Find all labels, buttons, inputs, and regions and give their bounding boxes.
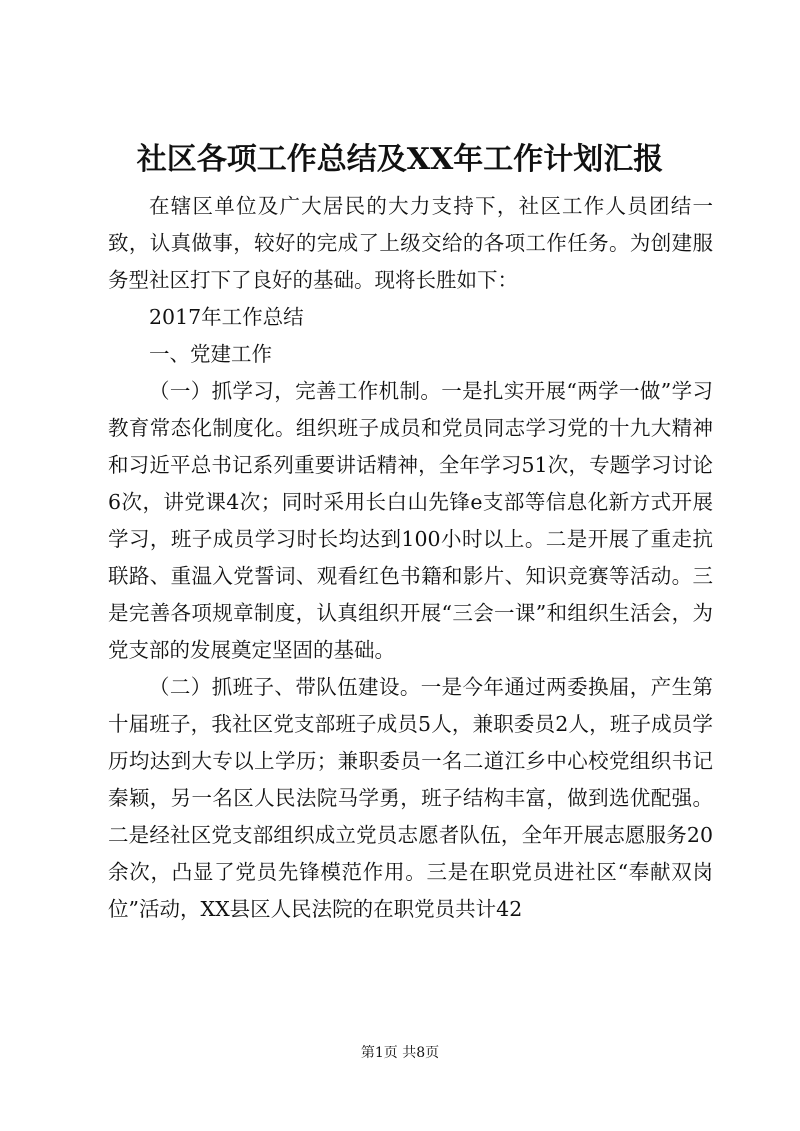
- document-title: 社区各项工作总结及XX年工作计划汇报: [136, 142, 664, 177]
- paragraph-study-mechanism: （一）抓学习，完善工作机制。一是扎实开展“两学一做”学习教育常态化制度化。组织班子成员和党员同志学习党的十九大精神和习近平总书记系列重要讲话精神，全年学习51次，专题学习讨论6次，讲党课4次；同时采用长白山先锋e支部等信息化新方式开展学习，班子成员学习时长均达到100小时以上。二是开展了重走抗联路、重温入党誓词、观看红色书籍和影片、知识竞赛等活动。三是完善各项规章制度，认真组织开展“三会一课”和组织生活会，为党支部的发展奠定坚固的基础。: [108, 379, 713, 662]
- paragraph-team-building: （二）抓班子、带队伍建设。一是今年通过两委换届，产生第十届班子，我社区党支部班子成员5人，兼职委员2人，班子成员学历均达到大专以上学历；兼职委员一名二道江乡中心校党组织书记秦颖，另一名区人民法院马学勇，班子结构丰富，做到选优配强。二是经社区党支部组织成立党员志愿者队伍，全年开展志愿服务20余次，凸显了党员先锋模范作用。三是在职党员进社区“奉献双岗位”活动，XX县区人民法院的在职党员共计42: [108, 675, 713, 921]
- page-footer: 第1页 共8页: [360, 1045, 440, 1061]
- document-body: [108, 188, 713, 928]
- paragraph-intro: 在辖区单位及广大居民的大力支持下，社区工作人员团结一致，认真做事，较好的完成了上级交给的各项工作任务。为创建服务型社区打下了良好的基础。现将长胜如下：: [108, 194, 713, 292]
- section-heading-2017-summary: 2017年工作总结: [149, 305, 304, 329]
- section-heading-party-building: 一、党建工作: [149, 342, 272, 366]
